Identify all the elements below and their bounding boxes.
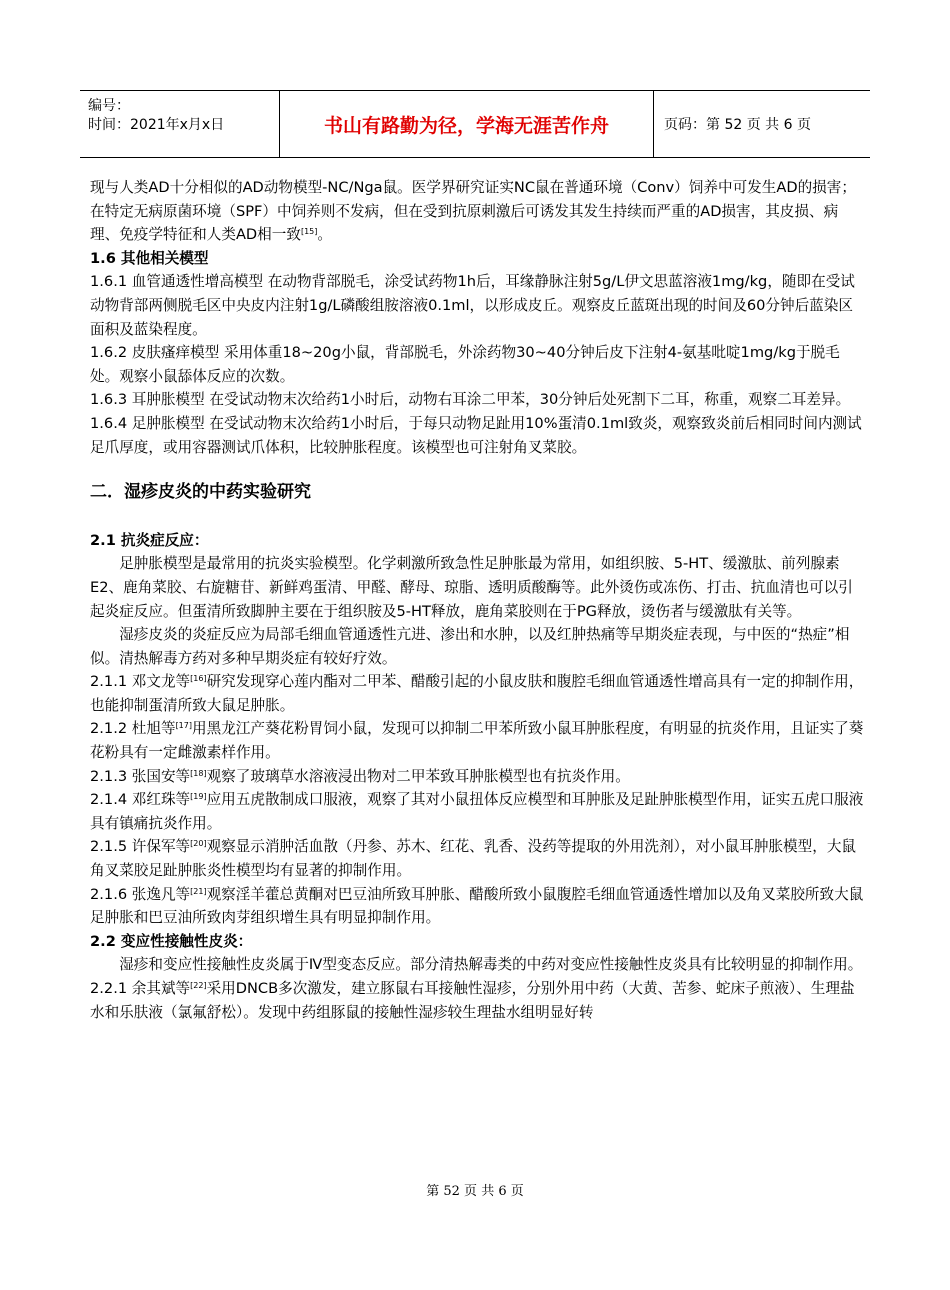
section-heading-2-1: 2.1 抗炎症反应： — [90, 531, 209, 549]
paragraph-2-1-intro-b: 湿疹皮炎的炎症反应为局部毛细血管通透性亢进、渗出和水肿，以及红肿热痛等早期炎症表现，与中医的“热症”相似。清热解毒方药对多种早期炎症有较好疗效。 — [90, 626, 850, 667]
section-heading-2-2: 2.2 变应性接触性皮炎： — [90, 932, 253, 950]
chapter-heading-2: 二．湿疹皮炎的中药实验研究 — [90, 482, 311, 503]
paragraph-2-1-1: 2.1.1 邓文龙等[16]研究发现穿心莲内酯对二甲苯、醋酸引起的小鼠皮肤和腹腔毛细血管通透性增高具有一定的抑制作用，也能抑制蛋清所致大鼠足肿胀。 — [90, 673, 864, 714]
citation: [22] — [190, 981, 207, 990]
citation: [19] — [190, 792, 207, 802]
paragraph-2-1-2: 2.1.2 杜旭等[17]用黑龙江产葵花粉胃饲小鼠，发现可以抑制二甲苯所致小鼠耳肿胀程度，有明显的抗炎作用，且证实了葵花粉具有一定雌激素样作用。 — [90, 720, 864, 762]
page-header — [80, 90, 870, 158]
paragraph-ad-model: 现与人类AD十分相似的AD动物模型-NC/Nga鼠。医学界研究证实NC鼠在普通环境（Conv）饲养中可发生AD的损害；在特定无病原菌环境（SPF）中饲养则不发病，但在受到抗原刺激后可诱发其发生持续而严重的AD损害，其皮损、病理、免疫学特征和人类AD相一致[15]。 — [90, 179, 856, 244]
page-footer: 第 52 页 共 6 页 — [426, 1184, 524, 1199]
paragraph-1-6-4: 1.6.4 足肿胀模型 在受试动物末次给药1小时后，于每只动物足趾用10%蛋清0.1ml致炎，观察致炎前后相同时间内测试足爪厚度，或用容器测试爪体积，比较肿胀程度。该模型也可注射角叉菜胶。 — [90, 414, 862, 456]
date-label: 时间：2021年x月x日 — [88, 117, 225, 133]
paragraph-2-1-intro-a: 足肿胀模型是最常用的抗炎实验模型。化学刺激所致急性足肿胀最为常用，如组织胺、5-HT、缓激肽、前列腺素E2、鹿角菜胶、右旋糖苷、新鲜鸡蛋清、甲醛、酵母、琼脂、透明质酸酶等。此外烫伤或冻伤、打击、抗血清也可以引起炎症反应。但蛋清所致脚肿主要在于组织胺及5-HT释放，鹿角菜胶则在于PG释放，烫伤者与缓激肽有关等。 — [90, 555, 853, 620]
paragraph-2-1-6: 2.1.6 张逸凡等[21]观察淫羊藿总黄酮对巴豆油所致耳肿胀、醋酸所致小鼠腹腔毛细血管通透性增加以及角叉菜胶所致大鼠足肿胀和巴豆油所致肉芽组织增生具有明显抑制作用。 — [90, 885, 864, 927]
document-body — [90, 176, 865, 1024]
citation: [17] — [175, 721, 192, 731]
header-meta — [80, 91, 280, 157]
paragraph-2-2-intro: 湿疹和变应性接触性皮炎属于Ⅳ型变态反应。部分清热解毒类的中药对变应性接触性皮炎具有比较明显的抑制作用。 — [119, 956, 863, 974]
header-motto: 书山有路勤为径，学海无涯苦作舟 — [280, 91, 654, 157]
paragraph-1-6-2: 1.6.2 皮肤瘙痒模型 采用体重18~20g小鼠，背部脱毛，外涂药物30~40分钟后皮下注射4-氨基吡啶1mg/kg于脱毛处。观察小鼠舔体反应的次数。 — [90, 344, 840, 385]
paragraph-2-2-1: 2.2.1 余其斌等[22]采用DNCB多次激发，建立豚鼠右耳接触性湿疹，分别外用中药（大黄、苦参、蛇床子煎液）、生理盐水和乐肤液（氯氟舒松）。发现中药组豚鼠的接触性湿疹较生理盐水组明显好转 — [90, 980, 855, 1021]
header-page-number: 页码：第 52 页 共 6 页 — [664, 117, 811, 133]
citation: [16] — [190, 674, 207, 684]
paragraph-2-1-4: 2.1.4 邓红珠等[19]应用五虎散制成口服液，观察了其对小鼠扭体反应模型和耳肿胀及足趾肿胀模型作用，证实五虎口服液具有镇痛抗炎作用。 — [90, 791, 864, 832]
paragraph-2-1-3: 2.1.3 张国安等[18]观察了玻璃草水溶液浸出物对二甲苯致耳肿胀模型也有抗炎作用。 — [90, 767, 630, 785]
paragraph-1-6-1: 1.6.1 血管通透性增高模型 在动物背部脱毛，涂受试药物1h后，耳缘静脉注射5g/L伊文思蓝溶液1mg/kg，随即在受试动物背部两侧脱毛区中央皮内注射1g/L磷酸组胺溶液0.1ml，以形成皮丘。观察皮丘蓝斑出现的时间及60分钟后蓝染区面积及蓝染程度。 — [90, 273, 855, 338]
citation: [21] — [190, 886, 207, 896]
citation: [15] — [300, 227, 318, 237]
citation: [20] — [190, 839, 207, 849]
paragraph-2-1-5: 2.1.5 许保军等[20]观察显示消肿活血散（丹参、苏木、红花、乳香、没药等提取的外用洗剂），对小鼠耳肿胀模型，大鼠角叉菜胶足趾肿胀炎性模型均有显著的抑制作用。 — [90, 838, 857, 880]
paragraph-1-6-3: 1.6.3 耳肿胀模型 在受试动物末次给药1小时后，动物右耳涂二甲苯，30分钟后处死割下二耳，称重，观察二耳差异。 — [90, 391, 851, 409]
citation: [18] — [190, 768, 207, 778]
serial-number-label: 编号： — [88, 98, 130, 114]
section-heading-1-6: 1.6 其他相关模型 — [90, 249, 209, 267]
